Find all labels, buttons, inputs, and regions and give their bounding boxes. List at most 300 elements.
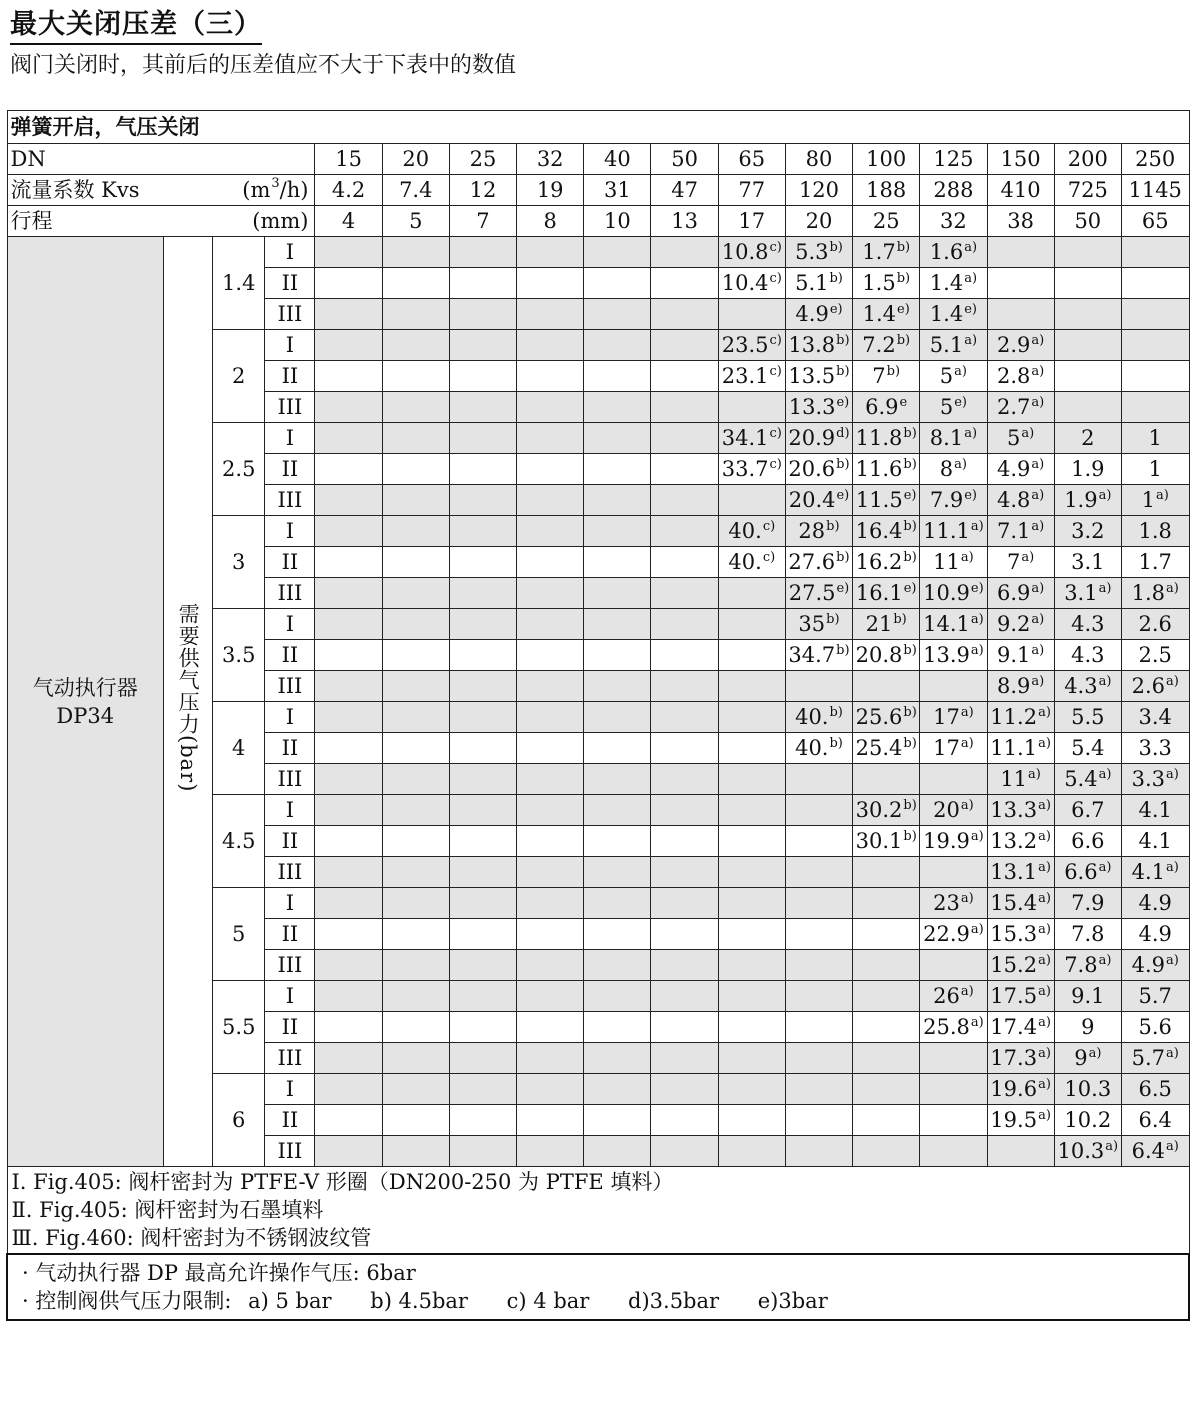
pressure-value: 4 (213, 702, 265, 795)
cell-value: 34.7 (788, 643, 836, 667)
cell-value: 17 (933, 705, 960, 729)
pressure-cell (651, 485, 718, 516)
pressure-cell (651, 733, 718, 764)
stroke-value: 50 (1054, 206, 1121, 237)
pressure-cell (718, 609, 785, 640)
pressure-cell (315, 826, 382, 857)
pressure-cell: 4.3 (1054, 640, 1121, 671)
cell-value: 7 (1007, 550, 1021, 574)
pressure-cell (651, 795, 718, 826)
pressure-cell (987, 454, 1054, 485)
pressure-cell (584, 609, 651, 640)
pressure-cell (920, 857, 987, 888)
cell-footnote-mark: c) (769, 426, 782, 441)
pressure-cell (718, 299, 785, 330)
cell-value: 10.4 (721, 271, 769, 295)
pressure-cell: 6.4 (1121, 1105, 1189, 1136)
cell-footnote-mark: a) (1031, 581, 1045, 596)
pressure-cell (853, 640, 920, 671)
seal-type: II (265, 919, 315, 950)
cell-value: 4.9 (996, 457, 1031, 481)
cell-value: 5 (939, 395, 954, 419)
pressure-cell (517, 764, 584, 795)
seal-type: II (265, 1012, 315, 1043)
pressure-cell (1054, 764, 1121, 795)
page-title: 最大关闭压差（三） (10, 8, 262, 45)
cell-footnote-mark: b) (829, 736, 843, 751)
cell-value: 4.3 (1064, 674, 1098, 698)
pressure-cell (718, 764, 785, 795)
dn-row (7, 144, 1189, 175)
cell-footnote-mark: a) (1098, 674, 1112, 689)
pressure-cell (382, 733, 449, 764)
cell-footnote-mark: a) (1031, 674, 1045, 689)
cell-value: 8 (939, 457, 954, 481)
pressure-cell (853, 609, 920, 640)
cell-footnote-mark: a) (1098, 767, 1112, 782)
cell-footnote-mark: a) (1038, 1077, 1051, 1092)
pressure-cell (853, 826, 920, 857)
pressure-cell (853, 671, 920, 702)
pressure-cell (785, 237, 852, 268)
pressure-cell (785, 578, 852, 609)
pressure-cell (853, 764, 920, 795)
cell-footnote-mark: a) (1038, 705, 1051, 720)
pressure-cell (718, 268, 785, 299)
pressure-cell (651, 857, 718, 888)
pressure-cell: 6.7 (1054, 795, 1121, 826)
pressure-cell (315, 609, 382, 640)
pressure-cell: 3.2 (1054, 516, 1121, 547)
seal-type: III (265, 392, 315, 423)
cell-value: 11.2 (990, 705, 1038, 729)
dn-value: 15 (315, 144, 382, 175)
cell-value: 1.4 (929, 271, 964, 295)
seal-type: I (265, 702, 315, 733)
limit-b: b) 4.5bar (370, 1289, 468, 1313)
cell-value: 2.7 (996, 395, 1031, 419)
pressure-cell (651, 671, 718, 702)
pressure-cell (718, 981, 785, 1012)
pressure-cell (853, 1074, 920, 1105)
pressure-cell (315, 237, 382, 268)
pressure-cell (785, 671, 852, 702)
actuator-line2: DP34 (56, 703, 115, 728)
pressure-cell (584, 268, 651, 299)
stroke-label: 行程 (10, 209, 53, 233)
seal-type: II (265, 826, 315, 857)
pressure-cell (1121, 671, 1189, 702)
pressure-cell (651, 392, 718, 423)
pressure-cell (920, 268, 987, 299)
pressure-cell (517, 950, 584, 981)
cell-value: 4.8 (996, 488, 1031, 512)
pressure-cell (315, 423, 382, 454)
pressure-cell: 4.1 (1121, 795, 1189, 826)
kvs-value: 1145 (1121, 175, 1189, 206)
pressure-cell (785, 392, 852, 423)
cell-value: 6.4 (1131, 1139, 1165, 1163)
cell-footnote-mark: a) (970, 643, 984, 658)
pressure-cell (853, 1043, 920, 1074)
dn-value: 150 (987, 144, 1054, 175)
pressure-cell (1054, 330, 1121, 361)
cell-value: 27.5 (788, 581, 836, 605)
cell-footnote-mark: a) (964, 426, 978, 441)
pressure-cell (382, 609, 449, 640)
pressure-cell: 2.6 (1121, 609, 1189, 640)
cell-footnote-mark: b) (826, 519, 840, 534)
pressure-cell (987, 485, 1054, 516)
pressure-cell (785, 826, 852, 857)
cell-value: 11.1 (990, 736, 1038, 760)
cell-footnote-mark: e) (954, 395, 967, 410)
pressure-cell (920, 516, 987, 547)
pressure-cell: 1.7 (1121, 547, 1189, 578)
pressure-cell (853, 237, 920, 268)
pressure-cell (584, 547, 651, 578)
pressure-cell (718, 640, 785, 671)
cell-footnote-mark: e) (903, 581, 917, 596)
pressure-cell (785, 981, 852, 1012)
pressure-cell (785, 1012, 852, 1043)
dn-value: 32 (517, 144, 584, 175)
cell-footnote-mark: b) (829, 240, 843, 255)
pressure-cell (785, 919, 852, 950)
pressure-cell (920, 919, 987, 950)
cell-value: 13.5 (788, 364, 836, 388)
pressure-cell (449, 423, 516, 454)
stroke-value: 10 (584, 206, 651, 237)
pressure-value: 4.5 (213, 795, 265, 888)
cell-value: 3.3 (1131, 767, 1165, 791)
pressure-cell (718, 578, 785, 609)
pressure-cell (718, 547, 785, 578)
cell-footnote-mark: a) (1165, 953, 1179, 968)
cell-footnote-mark: a) (1038, 798, 1051, 813)
cell-footnote-mark: a) (1038, 922, 1051, 937)
pressure-cell (651, 826, 718, 857)
cell-value: 1.4 (929, 302, 964, 326)
pressure-cell (651, 454, 718, 485)
seal-type: II (265, 733, 315, 764)
cell-footnote-mark: a) (1031, 364, 1045, 379)
pressure-cell (920, 609, 987, 640)
pressure-cell (517, 330, 584, 361)
cell-value: 20.8 (855, 643, 903, 667)
stroke-value: 65 (1121, 206, 1189, 237)
pressure-cell (449, 1136, 516, 1167)
cell-footnote-mark: b) (829, 705, 843, 720)
cell-value: 34.1 (721, 426, 769, 450)
kvs-value: 7.4 (382, 175, 449, 206)
pressure-cell: 2.5 (1121, 640, 1189, 671)
cell-value: 1 (1141, 488, 1155, 512)
pressure-cell (584, 671, 651, 702)
pressure-cell (382, 795, 449, 826)
cell-footnote-mark: b) (903, 736, 917, 751)
pressure-cell (315, 547, 382, 578)
pressure-cell (920, 237, 987, 268)
pressure-cell (449, 702, 516, 733)
pressure-cell (382, 1012, 449, 1043)
cell-footnote-mark: a) (1031, 643, 1045, 658)
pressure-cell (382, 299, 449, 330)
pressure-cell (987, 733, 1054, 764)
pressure-value: 3 (213, 516, 265, 609)
cell-footnote-mark: a) (1031, 612, 1045, 627)
cell-footnote-mark: b) (836, 643, 850, 658)
cell-footnote-mark: c) (769, 271, 782, 286)
cell-value: 9.2 (996, 612, 1031, 636)
pressure-cell (315, 640, 382, 671)
pressure-cell (718, 1136, 785, 1167)
actuator-line1: 气动执行器 (32, 675, 138, 700)
footnote-3: Ⅲ. Fig.460: 阀杆密封为不锈钢波纹管 (11, 1226, 372, 1250)
pressure-cell (785, 857, 852, 888)
cell-value: 1.6 (929, 240, 964, 264)
cell-footnote-mark: b) (836, 333, 850, 348)
cell-footnote-mark: a) (970, 612, 984, 627)
pressure-cell (987, 826, 1054, 857)
pressure-cell (517, 454, 584, 485)
note-limits-label: · 控制阀供气压力限制: (22, 1289, 232, 1313)
pressure-cell (987, 702, 1054, 733)
cell-footnote-mark: a) (1031, 457, 1045, 472)
seal-type: I (265, 423, 315, 454)
cell-value: 28 (798, 519, 826, 543)
pressure-cell (853, 330, 920, 361)
pressure-cell (584, 1012, 651, 1043)
cell-value: 2.6 (1131, 674, 1165, 698)
pressure-cell (382, 702, 449, 733)
cell-footnote-mark: a) (964, 333, 978, 348)
pressure-cell (517, 702, 584, 733)
pressure-cell (920, 392, 987, 423)
pressure-cell (785, 330, 852, 361)
pressure-table (6, 110, 1190, 1321)
pressure-cell (449, 981, 516, 1012)
pressure-cell (920, 361, 987, 392)
cell-value: 17 (933, 736, 960, 760)
cell-footnote-mark: e) (897, 302, 910, 317)
pressure-cell (987, 919, 1054, 950)
dn-value: 50 (651, 144, 718, 175)
pressure-cell (584, 640, 651, 671)
pressure-cell (315, 1074, 382, 1105)
pressure-cell (584, 950, 651, 981)
pressure-cell (449, 392, 516, 423)
pressure-cell (315, 392, 382, 423)
pressure-cell (517, 888, 584, 919)
stroke-row (7, 206, 1189, 237)
pressure-cell (920, 1043, 987, 1074)
pressure-cell: 10.2 (1054, 1105, 1121, 1136)
pressure-cell (718, 733, 785, 764)
pressure-cell (382, 764, 449, 795)
cell-value: 19.9 (923, 829, 970, 853)
cell-footnote-mark: c) (769, 240, 782, 255)
pressure-cell (920, 764, 987, 795)
cell-footnote-mark: a) (1038, 953, 1051, 968)
pressure-cell (853, 888, 920, 919)
seal-type: I (265, 1074, 315, 1105)
pressure-cell: 9.1 (1054, 981, 1121, 1012)
cell-value: 20.6 (788, 457, 836, 481)
cell-value: 11.8 (855, 426, 903, 450)
pressure-cell (517, 423, 584, 454)
cell-value: 20 (933, 798, 960, 822)
pressure-value: 5 (213, 888, 265, 981)
cell-value: 13.1 (990, 860, 1038, 884)
stroke-value: 13 (651, 206, 718, 237)
cell-value: 11 (933, 550, 960, 574)
pressure-cell (584, 764, 651, 795)
pressure-cell (517, 1136, 584, 1167)
kvs-unit-tail: /h) (279, 178, 309, 202)
pressure-cell: 4.1 (1121, 826, 1189, 857)
pressure-cell (315, 1043, 382, 1074)
pressure-cell (584, 1105, 651, 1136)
footnote-row (7, 1167, 1189, 1255)
pressure-cell: 10.3 (1054, 1074, 1121, 1105)
pressure-cell (584, 330, 651, 361)
pressure-cell (987, 268, 1054, 299)
cell-value: 7.8 (1064, 953, 1098, 977)
supply-pressure-text: 需要供气压力(bar) (176, 603, 201, 793)
cell-value: 17.5 (990, 984, 1038, 1008)
cell-footnote-mark: a) (964, 271, 978, 286)
pressure-cell (718, 671, 785, 702)
stroke-value: 20 (785, 206, 852, 237)
cell-footnote-mark: b) (826, 612, 840, 627)
pressure-cell (517, 1105, 584, 1136)
pressure-cell (920, 981, 987, 1012)
pressure-cell (517, 578, 584, 609)
cell-footnote-mark: a) (970, 922, 984, 937)
cell-value: 2.9 (996, 333, 1031, 357)
pressure-cell (382, 423, 449, 454)
pressure-cell (517, 1074, 584, 1105)
cell-footnote-mark: a) (1165, 674, 1179, 689)
pressure-cell (987, 1105, 1054, 1136)
notes-cell (7, 1254, 1189, 1320)
cell-footnote-mark: b) (896, 240, 911, 255)
cell-value: 23.5 (721, 333, 769, 357)
pressure-cell (449, 485, 516, 516)
cell-footnote-mark: b) (896, 271, 911, 286)
cell-value: 13.9 (923, 643, 970, 667)
cell-value: 27.6 (788, 550, 836, 574)
seal-type: I (265, 981, 315, 1012)
kvs-unit (242, 176, 308, 204)
pressure-cell (785, 764, 852, 795)
pressure-cell (987, 609, 1054, 640)
cell-value: 9.1 (996, 643, 1031, 667)
footnote-2: Ⅱ. Fig.405: 阀杆密封为石墨填料 (11, 1198, 324, 1222)
cell-value: 30.1 (855, 829, 903, 853)
dn-value: 65 (718, 144, 785, 175)
kvs-unit-base: (m (242, 178, 271, 202)
cell-footnote-mark: c) (769, 333, 782, 348)
pressure-cell (1121, 950, 1189, 981)
pressure-cell (449, 1074, 516, 1105)
pressure-cell (382, 547, 449, 578)
pressure-cell (785, 888, 852, 919)
pressure-cell (517, 516, 584, 547)
cell-footnote-mark: b) (903, 643, 917, 658)
pressure-cell: 1 (1121, 423, 1189, 454)
pressure-cell (517, 919, 584, 950)
seal-type: I (265, 330, 315, 361)
cell-footnote-mark: a) (960, 705, 974, 720)
pressure-cell (315, 330, 382, 361)
stroke-value: 17 (718, 206, 785, 237)
pressure-cell (517, 299, 584, 330)
pressure-cell (1054, 1136, 1121, 1167)
pressure-cell (315, 516, 382, 547)
pressure-cell (1121, 578, 1189, 609)
pressure-cell (517, 547, 584, 578)
pressure-cell: 3.3 (1121, 733, 1189, 764)
pressure-cell (382, 361, 449, 392)
cell-footnote-mark: a) (1038, 736, 1051, 751)
cell-footnote-mark: a) (1031, 395, 1045, 410)
pressure-cell (651, 299, 718, 330)
pressure-cell (382, 981, 449, 1012)
pressure-cell (853, 454, 920, 485)
pressure-cell (920, 671, 987, 702)
pressure-cell (449, 795, 516, 826)
cell-footnote-mark: a) (1165, 767, 1179, 782)
pressure-cell (853, 423, 920, 454)
kvs-label: 流量系数 Kvs (10, 178, 140, 202)
pressure-cell: 4.9 (1121, 919, 1189, 950)
pressure-cell (853, 981, 920, 1012)
section-row (7, 111, 1189, 144)
pressure-cell (853, 733, 920, 764)
stroke-value: 7 (449, 206, 516, 237)
pressure-cell (785, 950, 852, 981)
pressure-cell (718, 330, 785, 361)
cell-footnote-mark: a) (1098, 953, 1112, 968)
pressure-cell (1054, 671, 1121, 702)
cell-footnote-mark: b) (836, 550, 850, 565)
kvs-value: 4.2 (315, 175, 382, 206)
kvs-unit-sup: 3 (271, 176, 280, 191)
pressure-cell (382, 516, 449, 547)
cell-footnote-mark: e) (903, 488, 917, 503)
pressure-cell (382, 1105, 449, 1136)
pressure-cell (651, 1105, 718, 1136)
pressure-cell (584, 299, 651, 330)
pressure-cell (584, 392, 651, 423)
seal-type: III (265, 578, 315, 609)
pressure-cell (920, 640, 987, 671)
cell-value: 5.1 (795, 271, 829, 295)
pressure-cell (987, 795, 1054, 826)
cell-footnote-mark: b) (836, 457, 850, 472)
pressure-cell (987, 1074, 1054, 1105)
pressure-cell (920, 888, 987, 919)
cell-footnote-mark: a) (970, 519, 984, 534)
cell-value: 10.8 (721, 240, 769, 264)
pressure-cell (382, 857, 449, 888)
cell-value: 17.3 (990, 1046, 1038, 1070)
pressure-cell (651, 330, 718, 361)
cell-footnote-mark: b) (896, 333, 911, 348)
pressure-cell (449, 609, 516, 640)
